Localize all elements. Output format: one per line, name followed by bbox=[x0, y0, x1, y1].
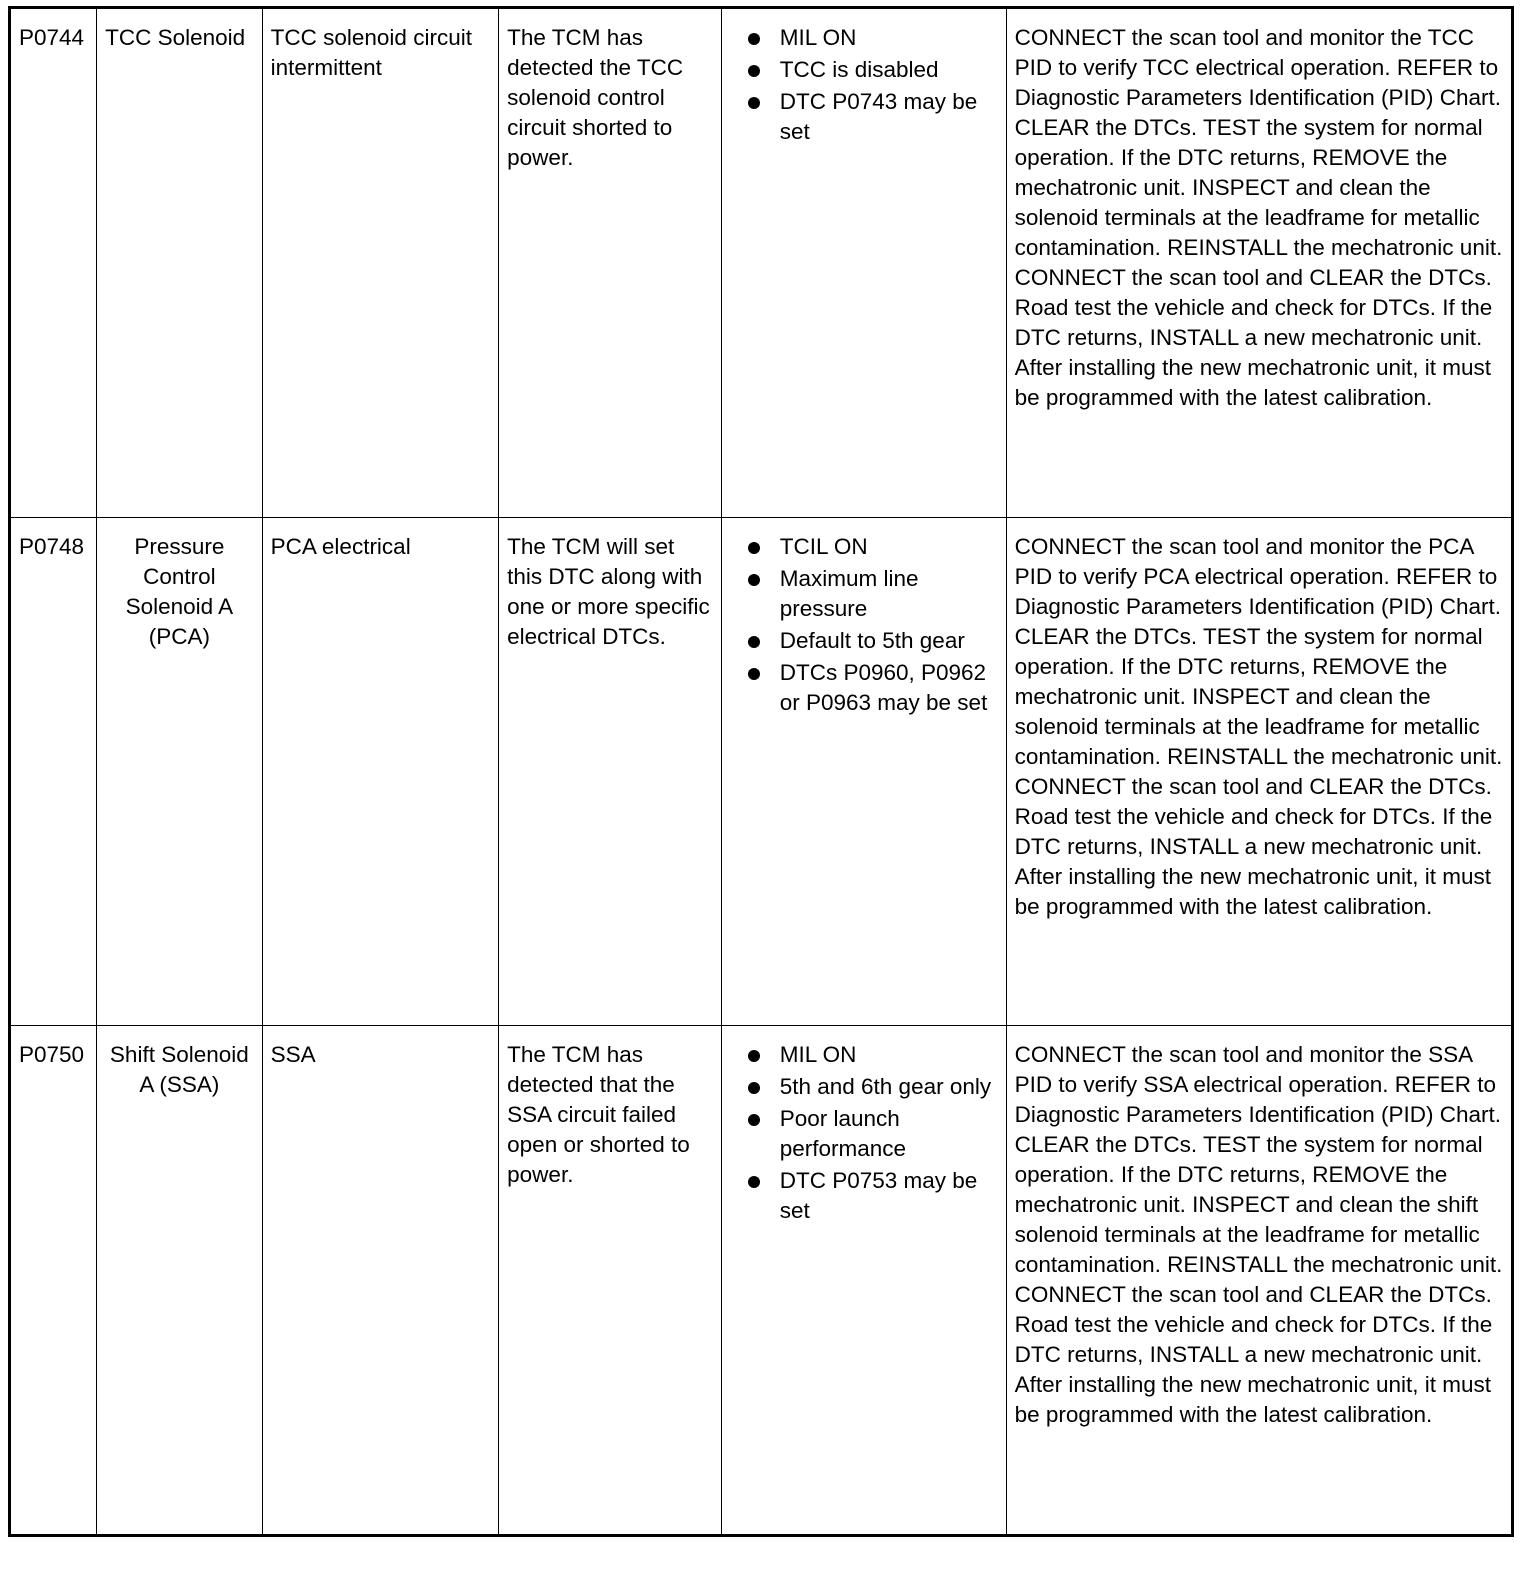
bullet-icon bbox=[748, 636, 760, 648]
dtc-description: SSA bbox=[262, 1026, 499, 1536]
symptom-list bbox=[730, 23, 998, 147]
bullet-icon bbox=[748, 668, 760, 680]
symptom-text: Poor launch performance bbox=[779, 1106, 907, 1161]
set-condition: The TCM has detected the TCC solenoid control circuit shorted to power. bbox=[499, 8, 722, 518]
symptom-text: Maximum line pressure bbox=[779, 566, 919, 621]
symptom-item bbox=[730, 55, 998, 85]
action-text: CONNECT the scan tool and monitor the TCC PID to verify TCC electrical operation. REFER to Diagnostic Parameters Identification (PID) Chart. CLEAR the DTCs. TEST the system for normal operation. If the DTC returns, REMOVE the mechatronic unit. INSPECT and clean the solenoid terminals at the leadframe for metallic contamination. REINSTALL the mechatronic unit. CONNECT the scan tool and CLEAR the DTCs. Road test the vehicle and check for DTCs. If the DTC returns, INSTALL a new mechatronic unit. After installing the new mechatronic unit, it must be programmed with the latest calibration. bbox=[1006, 8, 1512, 518]
bullet-icon bbox=[748, 33, 760, 45]
symptom-item bbox=[730, 1040, 998, 1070]
dtc-code: P0748 bbox=[10, 518, 97, 1026]
bullet-icon bbox=[748, 65, 760, 77]
symptom-item bbox=[730, 1166, 998, 1226]
symptom-item bbox=[730, 87, 998, 147]
symptom-text: 5th and 6th gear only bbox=[779, 1074, 992, 1099]
symptom-text: DTC P0753 may be set bbox=[779, 1168, 978, 1223]
symptom-text: MIL ON bbox=[779, 1042, 857, 1067]
symptom-text: Default to 5th gear bbox=[779, 628, 965, 653]
symptom-list bbox=[730, 1040, 998, 1226]
bullet-icon bbox=[748, 574, 760, 586]
symptoms-cell bbox=[721, 1026, 1006, 1536]
table-row bbox=[10, 1026, 1513, 1536]
symptom-item bbox=[730, 532, 998, 562]
symptom-item bbox=[730, 23, 998, 53]
dtc-description: PCA electrical bbox=[262, 518, 499, 1026]
symptom-item bbox=[730, 564, 998, 624]
table-row bbox=[10, 8, 1513, 518]
component-name: TCC Solenoid bbox=[97, 8, 263, 518]
dtc-code: P0744 bbox=[10, 8, 97, 518]
symptom-item bbox=[730, 658, 998, 718]
bullet-icon bbox=[748, 97, 760, 109]
symptom-text: MIL ON bbox=[779, 25, 857, 50]
symptom-item bbox=[730, 1072, 998, 1102]
symptom-text: DTCs P0960, P0962 or P0963 may be set bbox=[779, 660, 988, 715]
bullet-icon bbox=[748, 1050, 760, 1062]
symptom-item bbox=[730, 626, 998, 656]
bullet-icon bbox=[748, 1176, 760, 1188]
symptom-list bbox=[730, 532, 998, 718]
symptom-text: TCIL ON bbox=[779, 534, 868, 559]
dtc-code: P0750 bbox=[10, 1026, 97, 1536]
dtc-description: TCC solenoid circuit intermittent bbox=[262, 8, 499, 518]
symptom-item bbox=[730, 1104, 998, 1164]
dtc-table bbox=[8, 6, 1514, 1537]
component-name: Pressure Control Solenoid A (PCA) bbox=[97, 518, 263, 1026]
component-name: Shift Solenoid A (SSA) bbox=[97, 1026, 263, 1536]
set-condition: The TCM will set this DTC along with one or more specific electrical DTCs. bbox=[499, 518, 722, 1026]
symptoms-cell bbox=[721, 518, 1006, 1026]
symptoms-cell bbox=[721, 8, 1006, 518]
set-condition: The TCM has detected that the SSA circuit failed open or shorted to power. bbox=[499, 1026, 722, 1536]
bullet-icon bbox=[748, 1082, 760, 1094]
symptom-text: DTC P0743 may be set bbox=[779, 89, 978, 144]
action-text: CONNECT the scan tool and monitor the SSA PID to verify SSA electrical operation. REFER to Diagnostic Parameters Identification (PID) Chart. CLEAR the DTCs. TEST the system for normal operation. If the DTC returns, REMOVE the mechatronic unit. INSPECT and clean the shift solenoid terminals at the leadframe for metallic contamination. REINSTALL the mechatronic unit. CONNECT the scan tool and CLEAR the DTCs. Road test the vehicle and check for DTCs. If the DTC returns, INSTALL a new mechatronic unit. After installing the new mechatronic unit, it must be programmed with the latest calibration. bbox=[1006, 1026, 1512, 1536]
bullet-icon bbox=[748, 542, 760, 554]
action-text: CONNECT the scan tool and monitor the PCA PID to verify PCA electrical operation. REFER to Diagnostic Parameters Identification (PID) Chart. CLEAR the DTCs. TEST the system for normal operation. If the DTC returns, REMOVE the mechatronic unit. INSPECT and clean the solenoid terminals at the leadframe for metallic contamination. REINSTALL the mechatronic unit. CONNECT the scan tool and CLEAR the DTCs. Road test the vehicle and check for DTCs. If the DTC returns, INSTALL a new mechatronic unit. After installing the new mechatronic unit, it must be programmed with the latest calibration. bbox=[1006, 518, 1512, 1026]
table-row bbox=[10, 518, 1513, 1026]
symptom-text: TCC is disabled bbox=[779, 57, 939, 82]
bullet-icon bbox=[748, 1114, 760, 1126]
